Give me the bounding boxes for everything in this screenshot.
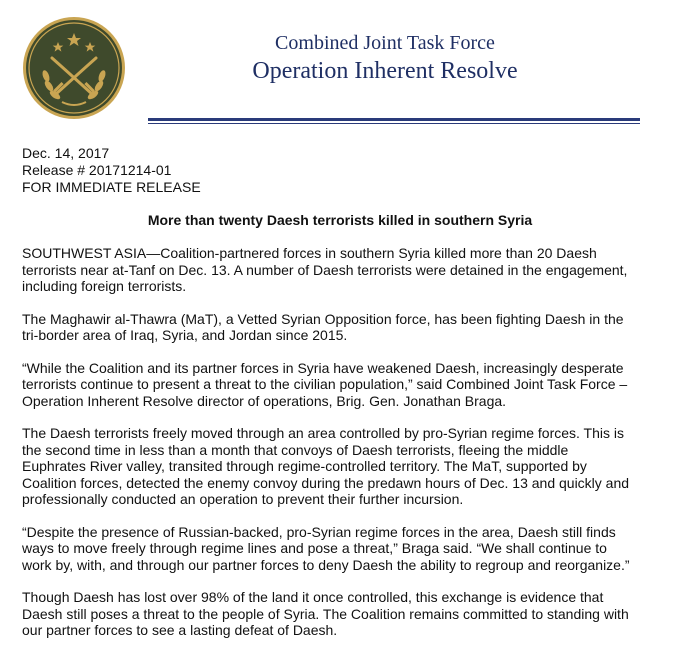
release-status: FOR IMMEDIATE RELEASE xyxy=(22,179,201,195)
cjtf-oir-seal-icon xyxy=(22,16,126,120)
paragraph-line: The Maghawir al-Thawra (MaT), a Vetted Syrian Opposition force, has been fighting Daesh in the xyxy=(22,310,624,327)
paragraph-line: Euphrates River valley, transited through regime-controlled territory. The MaT, supported by xyxy=(22,458,587,474)
paragraph-line: ways to move freely through regime lines and pose a threat,” Braga said. “We shall continue to xyxy=(22,540,607,556)
release-meta xyxy=(22,145,201,196)
paragraph-line: including foreign terrorists. xyxy=(22,278,187,294)
paragraph-line: “While the Coalition and its partner forces in Syria have weakened Daesh, increasingly desperate xyxy=(22,359,624,376)
paragraph-line: terrorists near at-Tanf on Dec. 13. A number of Daesh terrorists were detained in the engagement, xyxy=(22,261,628,278)
paragraph xyxy=(22,425,672,508)
paragraph-line: the second time in less than a month that convoys of Daesh terrorists, fleeing the middle xyxy=(22,441,569,458)
paragraph xyxy=(22,524,672,574)
header-rule-thin xyxy=(148,123,640,124)
article-body xyxy=(22,245,672,655)
paragraph-line: The Daesh terrorists freely moved through an area controlled by pro-Syrian regime forces. This is xyxy=(22,425,625,441)
release-date: Dec. 14, 2017 xyxy=(22,145,110,161)
org-name-line2: Operation Inherent Resolve xyxy=(252,58,518,84)
header-rule-thick xyxy=(148,118,640,121)
paragraph-line: terrorists continue to present a threat to the civilian population,” said Combined Joint Task Force – xyxy=(22,376,628,392)
paragraph xyxy=(22,589,672,639)
paragraph-line: Though Daesh has lost over 98% of the land it once controlled, this exchange is evidence that xyxy=(22,589,604,605)
paragraph-line: Coalition forces, detected the enemy convoy during the predawn hours of Dec. 13 and quickly and xyxy=(22,474,630,491)
paragraph-line: work by, with, and through our partner forces to deny Daesh the ability to regroup and reorganize.” xyxy=(22,556,630,573)
paragraph-line: Daesh still poses a threat to the people of Syria. The Coalition remains committed to standing with xyxy=(22,605,629,622)
paragraph-line: “Despite the presence of Russian-backed, pro-Syrian regime forces in the area, Daesh still finds xyxy=(22,523,616,540)
paragraph xyxy=(22,360,672,410)
paragraph-line: professionally conducted an operation to prevent their further incursion. xyxy=(22,491,464,507)
paragraph xyxy=(22,311,672,344)
paragraph-line: SOUTHWEST ASIA—Coalition-partnered forces in southern Syria killed more than 20 Daesh xyxy=(22,245,597,261)
org-name-line1: Combined Joint Task Force xyxy=(275,32,495,54)
headline: More than twenty Daesh terrorists killed in southern Syria xyxy=(147,212,533,228)
paragraph-line: our partner forces to see a lasting defeat of Daesh. xyxy=(22,622,338,638)
paragraph-line: tri-border area of Iraq, Syria, and Jordan since 2015. xyxy=(22,327,348,343)
release-number: Release # 20171214-01 xyxy=(22,162,172,178)
paragraph xyxy=(22,245,672,295)
letterhead-title xyxy=(200,30,570,86)
paragraph-line: Operation Inherent Resolve director of operations, Brig. Gen. Jonathan Braga. xyxy=(22,392,507,409)
